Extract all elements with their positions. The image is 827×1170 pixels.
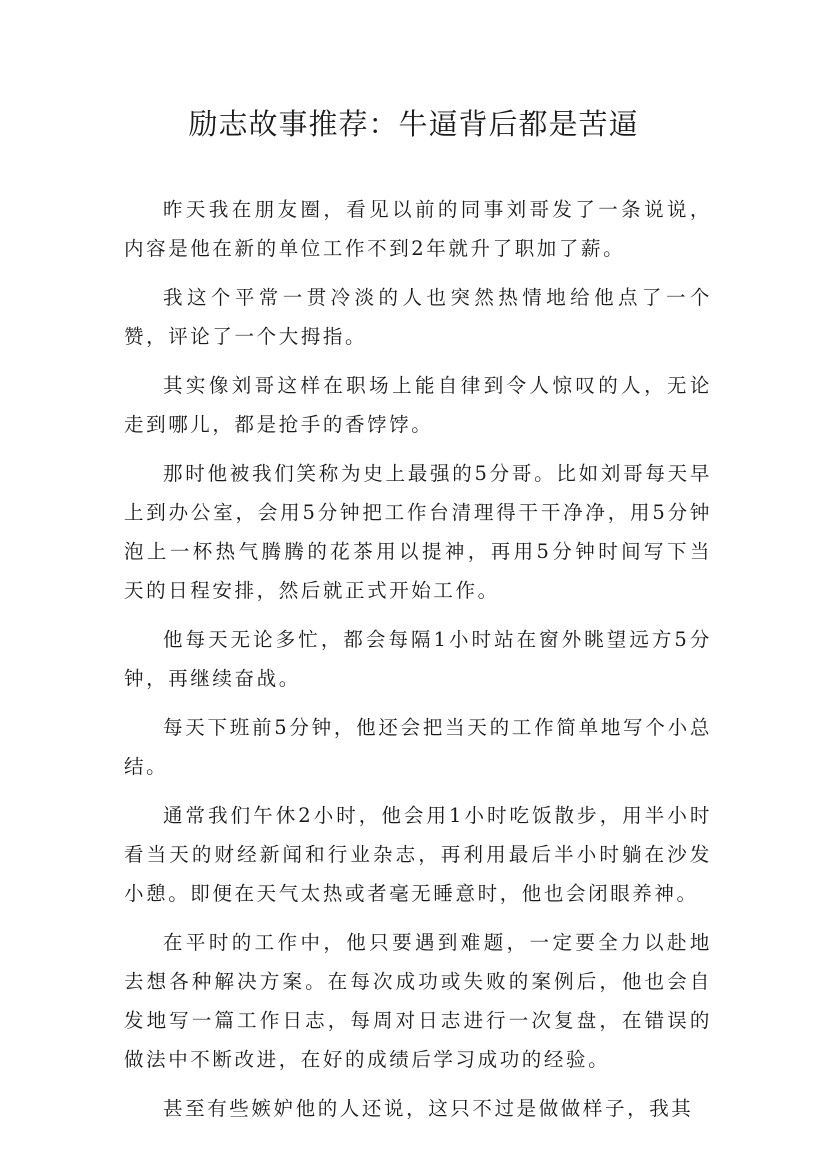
paragraph: 在平时的工作中，他只要遇到难题，一定要全力以赴地去想各种解决方案。在每次成功或失败的案例后，他也会自发地写一篇工作日志，每周对日志进行一次复盘，在错误的做法中不断改进，在好的成绩后学习成功的经验。: [124, 931, 712, 1071]
paragraph: 通常我们午休2小时，他会用1小时吃饭散步，用半小时看当天的财经新闻和行业杂志，再利用最后半小时躺在沙发小憩。即便在天气太热或者毫无睡意时，他也会闭眼养神。: [124, 804, 712, 905]
paragraph: 那时他被我们笑称为史上最强的5分哥。比如刘哥每天早上到办公室，会用5分钟把工作台清理得干干净净，用5分钟泡上一杯热气腾腾的花茶用以提神，再用5分钟时间写下当天的日程安排，然后就正式开始工作。: [124, 462, 712, 602]
paragraph: 他每天无论多忙，都会每隔1小时站在窗外眺望远方5分钟，再继续奋战。: [124, 628, 712, 690]
paragraph: 我这个平常一贯冷淡的人也突然热情地给他点了一个赞，评论了一个大拇指。: [124, 286, 712, 348]
paragraph: 每天下班前5分钟，他还会把当天的工作简单地写个小总结。: [124, 716, 712, 778]
paragraph: 甚至有些嫉妒他的人还说，这只不过是做做样子，我其: [163, 1097, 694, 1120]
paragraph: 其实像刘哥这样在职场上能自律到令人惊叹的人，无论走到哪儿，都是抢手的香饽饽。: [124, 374, 712, 436]
document-title: 励志故事推荐：牛逼背后都是苦逼: [188, 107, 639, 141]
document-body: [124, 190, 712, 1138]
paragraph: 昨天我在朋友圈，看见以前的同事刘哥发了一条说说，内容是他在新的单位工作不到2年就升了职加了薪。: [124, 198, 712, 260]
